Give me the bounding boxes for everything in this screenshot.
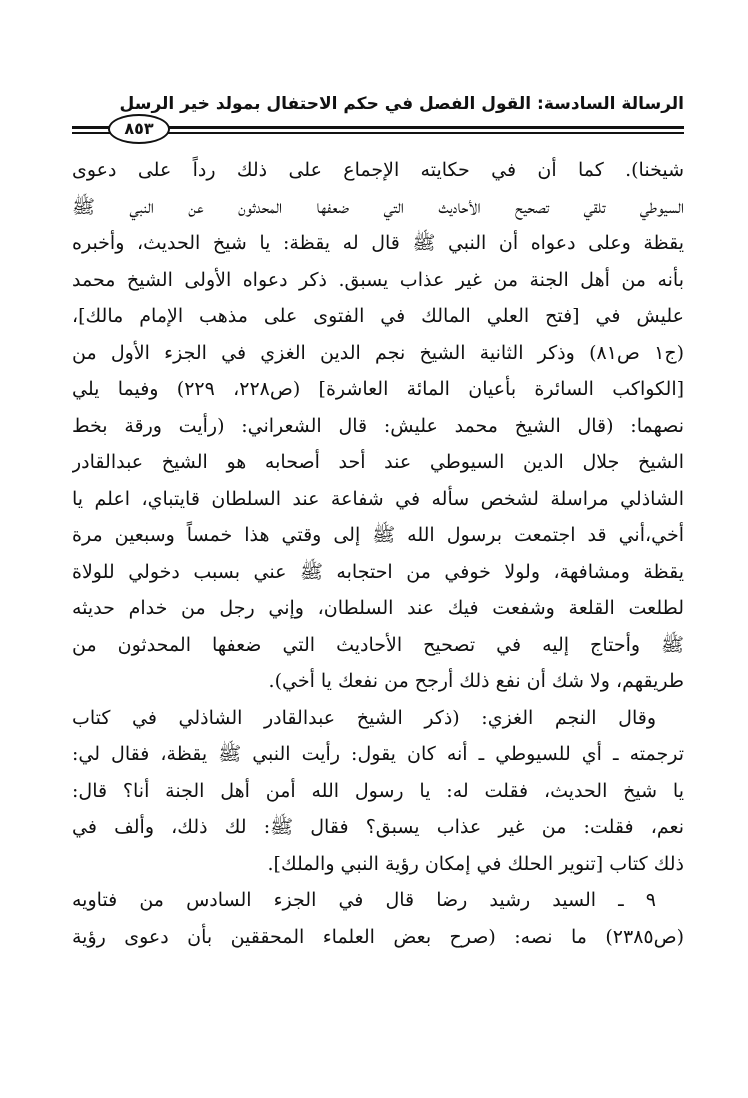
text-line: (ص٢٣٨٥) ما نصه: (صرح بعض العلماء المحققين بأن دعوى رؤية xyxy=(72,925,684,948)
text-line: الشاذلي مراسلة لشخص سأله في شفاعة عند السلطان قايتباي، اعلم يا xyxy=(72,487,684,510)
running-title: الرسالة السادسة: القول الفصل في حكم الاحتفال بمولد خير الرسل xyxy=(119,94,684,114)
text-line: نصهما: (قال الشيخ محمد عليش: قال الشعراني: (رأيت ورقة بخط xyxy=(72,414,684,437)
text-line: طريقهم، ولا شك أن نفع ذلك أرجح من نفعك يا أخي). xyxy=(268,670,684,692)
text-line: أخي،أني قد اجتمعت برسول الله ﷺ إلى وقتي هذا خمساً وسبعين مرة xyxy=(72,524,684,546)
text-line: السيوطي تلقي تصحيح الأحاديث التي ضعفها المحدثون عن النبي ﷺ xyxy=(72,195,684,218)
text-line: ذلك كتاب [تنوير الحلك في إمكان رؤية النبي والملك]. xyxy=(267,852,684,875)
body-text xyxy=(72,152,684,955)
page-header xyxy=(72,88,684,148)
text-line: ترجمته ـ أي للسيوطي ـ أنه كان يقول: رأيت النبي ﷺ يقظة، فقال لي: xyxy=(72,743,684,765)
text-line: ٩ ـ السيد رشيد رضا قال في الجزء السادس من فتاويه xyxy=(72,889,656,911)
page-number: ٨٥٣ xyxy=(108,114,170,144)
text-line: يقظة وعلى دعواه أن النبي ﷺ قال له يقظة: يا شيخ الحديث، وأخبره xyxy=(72,232,684,254)
text-line: لطلعت القلعة وشفعت فيك عند السلطان، وإني رجل من خدام حديثه xyxy=(72,597,684,619)
text-line: نعم، فقلت: من غير عذاب يسبق؟ فقال ﷺ: لك ذلك، وألف في xyxy=(72,816,684,838)
text-line: وقال النجم الغزي: (ذكر الشيخ عبدالقادر الشاذلي في كتاب xyxy=(72,706,656,729)
text-line: يا شيخ الحديث، فقلت له: يا رسول الله أمن أهل الجنة أنا؟ قال: xyxy=(72,779,684,802)
text-line: يقظة ومشافهة، ولولا خوفي من احتجابه ﷺ عني بسبب دخولي للولاة xyxy=(72,560,684,583)
text-line: (ج١ ص٨١) وذكر الثانية الشيخ نجم الدين الغزي في الجزء الأول من xyxy=(72,341,684,364)
text-line: [الكواكب السائرة بأعيان المائة العاشرة] (ص٢٢٨، ٢٢٩) وفيما يلي xyxy=(72,378,684,400)
text-line: ﷺ وأحتاج إليه في تصحيح الأحاديث التي ضعفها المحدثون من xyxy=(72,633,684,656)
text-line: شيخنا). كما أن في حكايته الإجماع على ذلك رداً على دعوى xyxy=(72,159,684,181)
text-line: الشيخ جلال الدين السيوطي عند أحد أصحابه هو الشيخ عبدالقادر xyxy=(72,451,684,473)
text-line: عليش في [فتح العلي المالك في الفتوى على مذهب الإمام مالك]، xyxy=(72,305,684,327)
text-line: بأنه من أهل الجنة من غير عذاب يسبق. ذكر دعواه الأولى الشيخ محمد xyxy=(72,268,684,291)
